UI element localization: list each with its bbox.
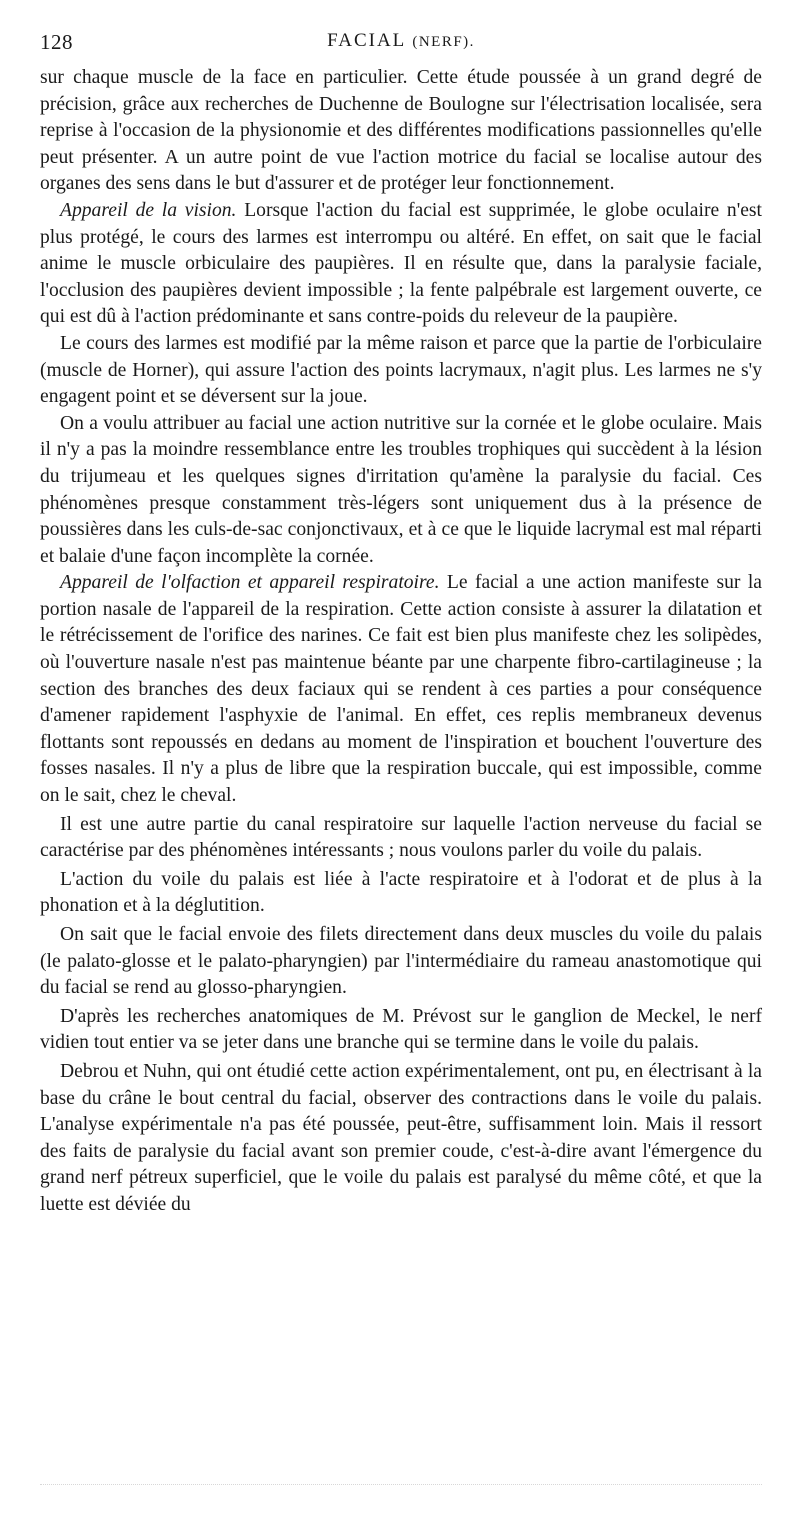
page-header [40,30,762,60]
paragraph-text: Le cours des larmes est modifié par la même raison et parce que la partie de l'orbiculaire (muscle de Horner), qui assure l'action des points lacrymaux, n'agit plus. Les larmes ne s'y engagent point et se déversent sur la joue. [40,332,762,408]
paragraph-text: Il est une autre partie du canal respiratoire sur laquelle l'action nerveuse du facial se caractérise par des phénomènes intéressants ; nous voulons parler du voile du palais. [40,813,762,862]
body-text [40,65,762,1219]
paragraph-1 [40,65,762,198]
paragraph-4 [40,411,762,571]
paragraph-text: On sait que le facial envoie des filets directement dans deux muscles du voile du palais (le palato-glosse et le palato-pharyngien) par l'intermédiaire du rameau anastomotique qui du facial se rend au glosso-pharyngien. [40,924,762,999]
paragraph-text: Debrou et Nuhn, qui ont étudié cette action expérimentalement, ont pu, en électrisant à la base du crâne le bout central du facial, observer des contractions dans le voile du palais. L'analyse expérimentale n'a pas été poussée, peut-être, suffisamment loin. Mais il ressort des faits de paralysie du facial avant son premier coude, c'est-à-dire avant l'émergence du grand nerf pétreux superficiel, que le voile du palais est paralysé du même côté, et que la luette est déviée du [40,1060,762,1215]
paragraph-olfaction [40,570,762,809]
paragraph-text: On a voulu attribuer au facial une action nutritive sur la cornée et le globe oculaire. Mais il n'y a pas la moindre ressemblance entre les troubles trophiques qui succèdent à la lésion du trijumeau et les quelques signes d'irritation qu'amène la paralysie du facial. Ces phénomènes presque constamment très-légers sont uniquement dus à la présence de poussières dans les culs-de-sac conjonctivaux, et à ce que le liquide lacrymal est mal réparti et balaie d'une façon incomplète la cornée. [40,412,762,567]
paragraph-3 [40,331,762,411]
page-number: 128 [40,30,73,54]
running-title-sub: (NERF). [412,34,475,50]
page-footer-marks [40,1484,762,1489]
paragraph-vision [40,198,762,331]
paragraph-7 [40,867,762,920]
paragraph-text: D'après les recherches anatomiques de M. Prévost sur le ganglion de Meckel, le nerf vidien tout entier va se jeter dans une branche qui se termine dans le voile du palais. [40,1005,762,1054]
paragraph-text: L'action du voile du palais est liée à l'acte respiratoire et à l'odorat et de plus à la phonation et à la déglutition. [40,868,762,917]
paragraph-6 [40,812,762,865]
section-heading-olfaction: Appareil de l'olfaction et appareil respiratoire. [60,572,440,594]
paragraph-10 [40,1059,762,1219]
running-title [40,30,762,52]
running-title-main: FACIAL [327,30,406,51]
paragraph-9 [40,1004,762,1057]
paragraph-text: Lorsque l'action du facial est supprimée, le globe oculaire n'est plus protégé, le cours des larmes est interrompu ou altéré. En effet, on sait que le facial anime le muscle orbiculaire des paupières. Il en résulte que, dans la paralysie faciale, l'occlusion des paupières devient impossible ; la fente palpébrale est largement ouverte, ce qui est dû à l'action prédominante et sans contre-poids du releveur de la paupière. [40,199,762,328]
paragraph-text: sur chaque muscle de la face en particulier. Cette étude poussée à un grand degré de précision, grâce aux recherches de Duchenne de Boulogne sur l'électrisation localisée, sera reprise à l'occasion de la physionomie et des différentes modifications passionnelles qu'elle peut présenter. A un autre point de vue l'action motrice du facial se localise autour des organes des sens dans le but d'assurer et de protéger leur fonctionnement. [40,67,762,195]
paragraph-8 [40,922,762,1002]
section-heading-vision: Appareil de la vision. [60,199,237,221]
paragraph-text: Le facial a une action manifeste sur la portion nasale de l'appareil de la respiration. Cette action consiste à assurer la dilatation et le rétrécissement de l'orifice des narines. Ce fait est bien plus manifeste chez les solipèdes, où l'ouverture nasale n'est pas maintenue béante par une charpente fibro-cartilagineuse ; la section des branches des deux faciaux qui se rendent à ces parties a pour conséquence d'amener rapidement l'asphyxie de l'animal. En effet, ces replis membraneux devenus flottants sont repoussés en dedans au moment de l'inspiration et bouchent l'ouverture des fosses nasales. Il n'y a plus de libre que la respiration buccale, qui est impossible, comme on le sait, chez le cheval. [40,572,762,807]
